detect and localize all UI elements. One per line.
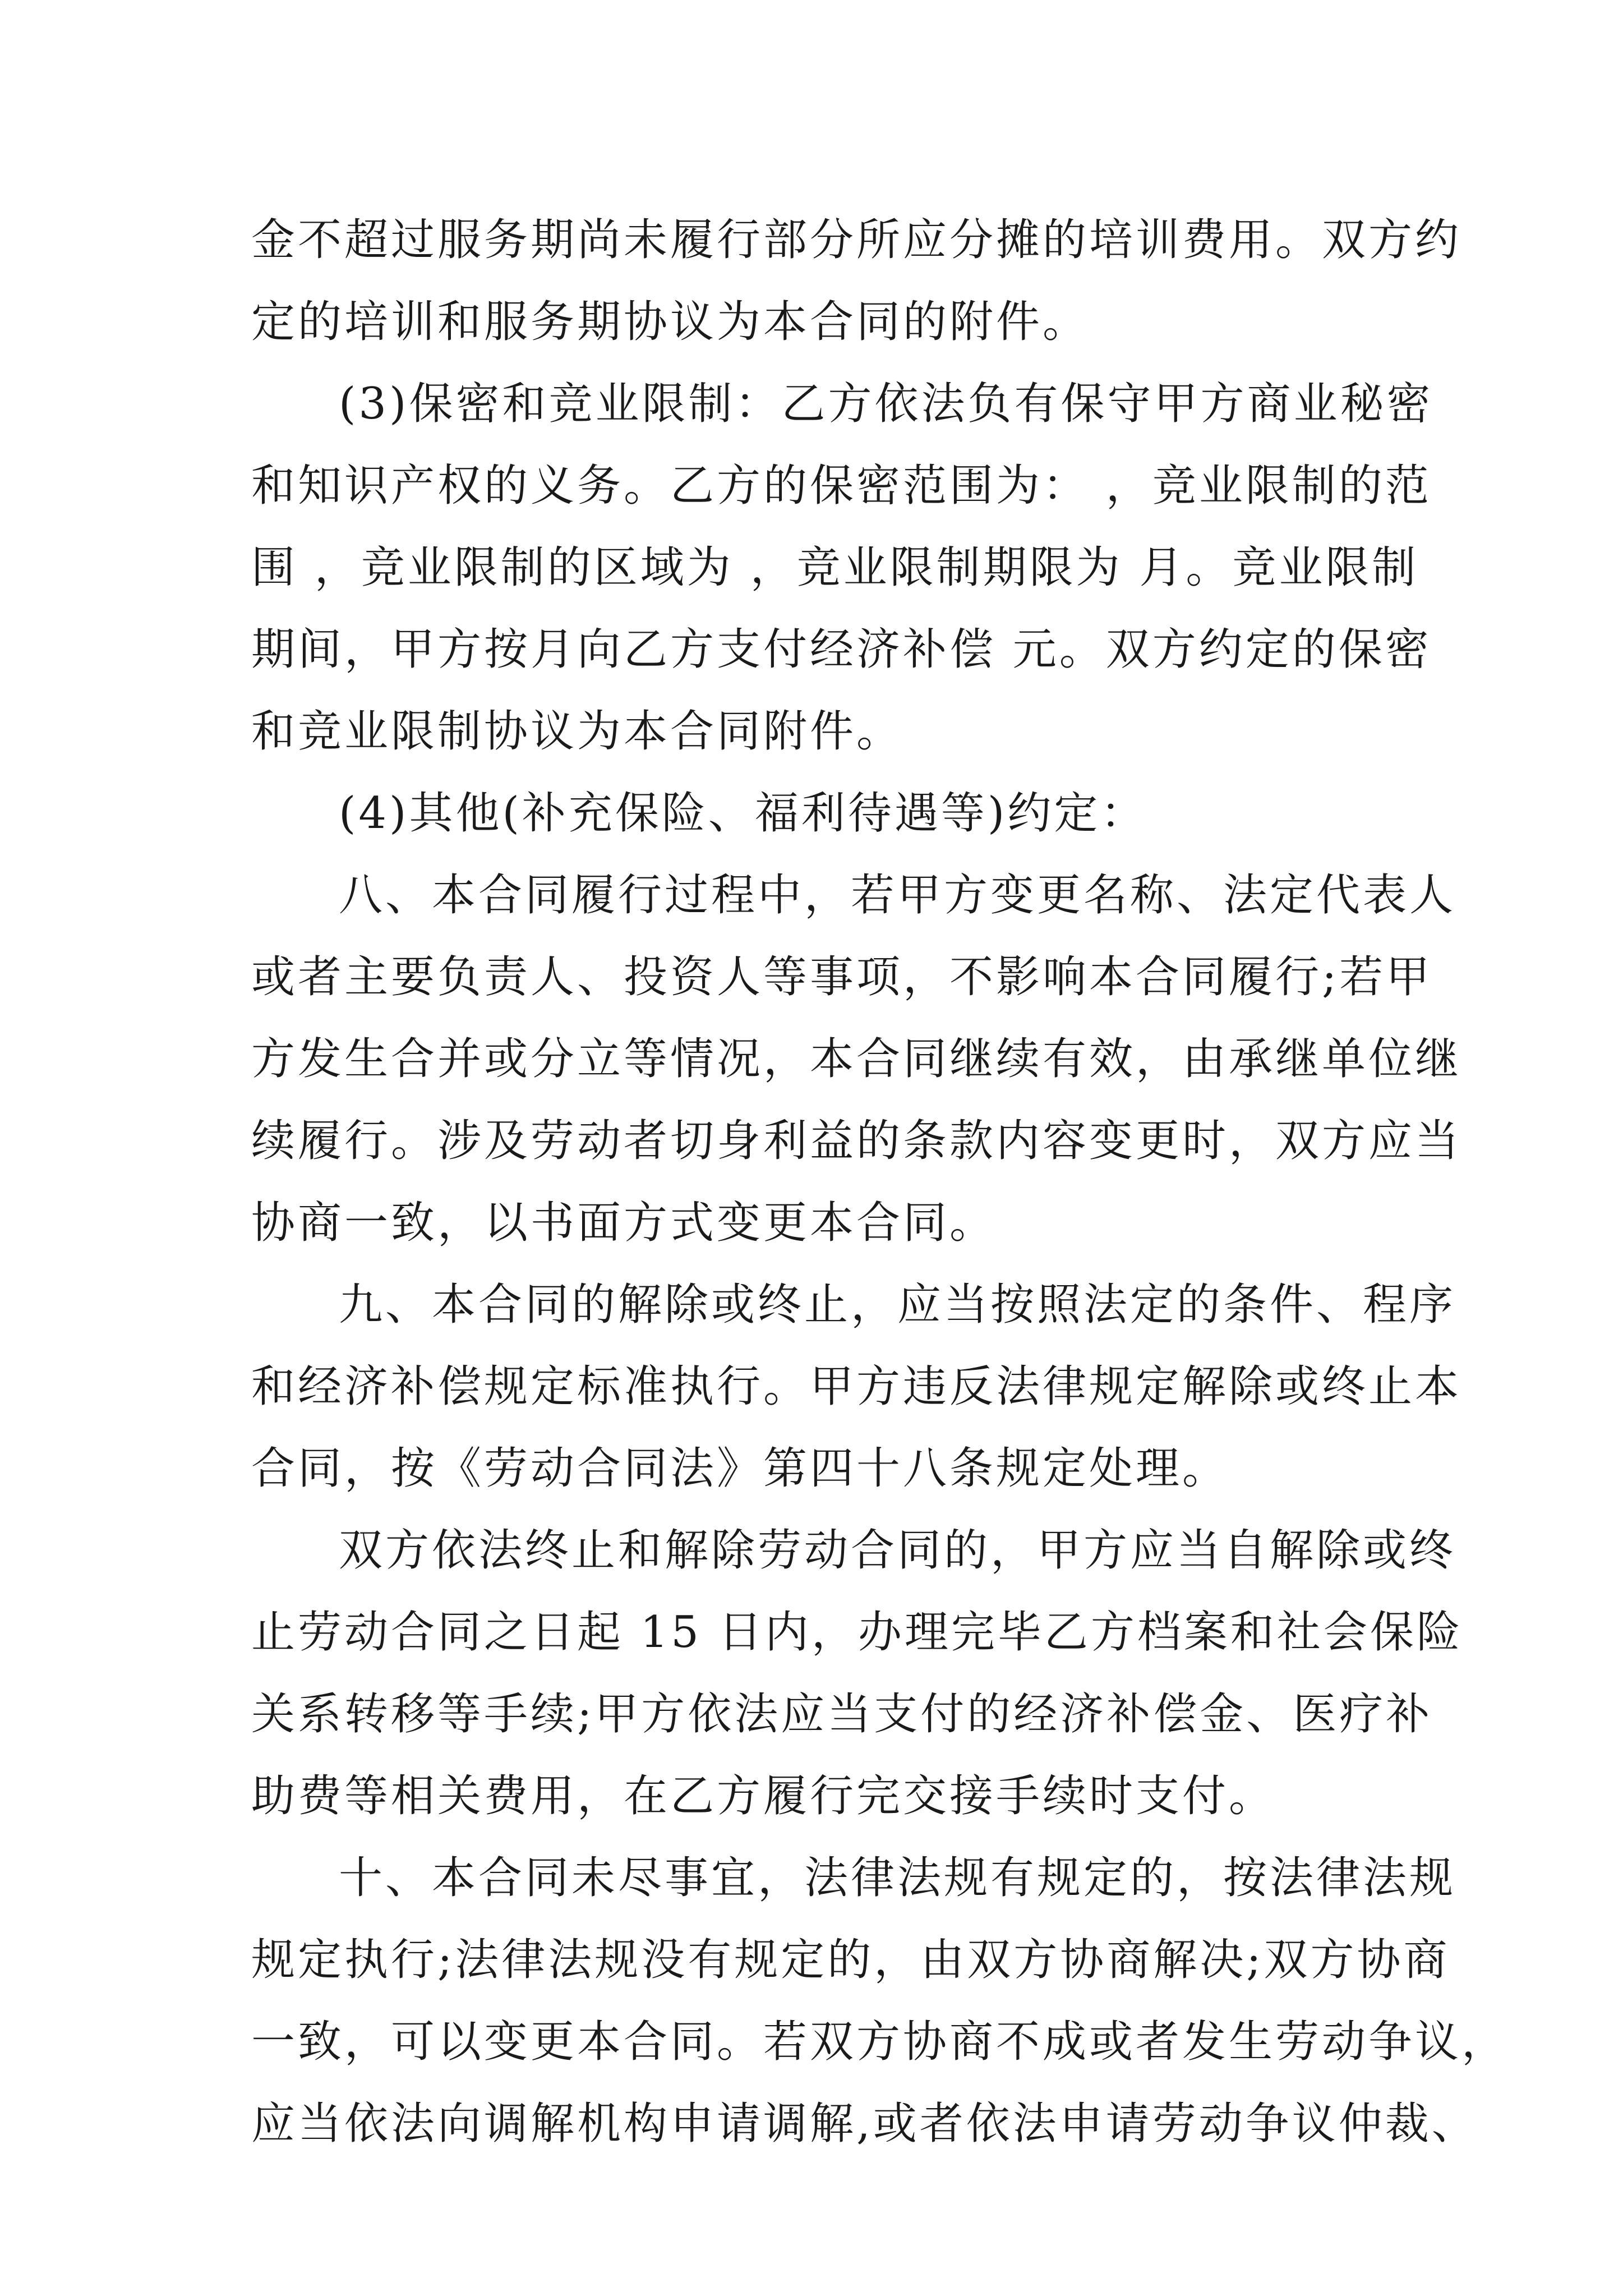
text-line: 期间，甲方按月向乙方支付经济补偿 元。双方约定的保密 — [251, 624, 1432, 675]
text-line: 和知识产权的义务。乙方的保密范围为： ，竞业限制的范 — [251, 461, 1432, 511]
text-line: (4)其他(补充保险、福利待遇等)约定： — [339, 788, 1147, 839]
text-line: 应当依法向调解机构申请调解,或者依法申请劳动争议仲裁、 — [251, 2099, 1478, 2149]
text-line: 止劳动合同之日起 15 日内，办理完毕乙方档案和社会保险 — [251, 1607, 1463, 1658]
text-line: 和竞业限制协议为本合同附件。 — [251, 706, 903, 757]
text-line: 或者主要负责人、投资人等事项，不影响本合同履行;若甲 — [251, 952, 1433, 1002]
text-line: 方发生合并或分立等情况，本合同继续有效，由承继单位继 — [251, 1034, 1462, 1084]
text-line: 一致，可以变更本合同。若双方协商不成或者发生劳动争议， — [251, 2017, 1509, 2067]
text-line: 八、本合同履行过程中，若甲方变更名称、法定代表人 — [339, 870, 1456, 921]
text-line: 围 ，竞业限制的区域为 ，竞业限制期限为 月。竞业限制 — [251, 542, 1419, 593]
text-line: 定的培训和服务期协议为本合同的附件。 — [251, 297, 1090, 347]
text-line: 双方依法终止和解除劳动合同的，甲方应当自解除或终 — [339, 1525, 1456, 1576]
text-line: 金不超过服务期尚未履行部分所应分摊的培训费用。双方约 — [251, 215, 1462, 265]
text-line: 和经济补偿规定标准执行。甲方违反法律规定解除或终止本 — [251, 1361, 1462, 1412]
text-line: 续履行。涉及劳动者切身利益的条款内容变更时，双方应当 — [251, 1116, 1462, 1166]
text-line: 九、本合同的解除或终止，应当按照法定的条件、程序 — [339, 1280, 1456, 1330]
text-line: (3)保密和竞业限制：乙方依法负有保守甲方商业秘密 — [339, 379, 1433, 429]
text-line: 合同，按《劳动合同法》第四十八条规定处理。 — [251, 1443, 1229, 1494]
text-line: 关系转移等手续;甲方依法应当支付的经济补偿金、医疗补 — [251, 1689, 1433, 1740]
text-line: 十、本合同未尽事宜，法律法规有规定的，按法律法规 — [339, 1853, 1456, 1903]
text-line: 规定执行;法律法规没有规定的，由双方协商解决;双方协商 — [251, 1935, 1450, 1985]
text-line: 助费等相关费用，在乙方履行完交接手续时支付。 — [251, 1771, 1276, 1821]
text-line: 协商一致，以书面方式变更本合同。 — [251, 1198, 997, 1248]
